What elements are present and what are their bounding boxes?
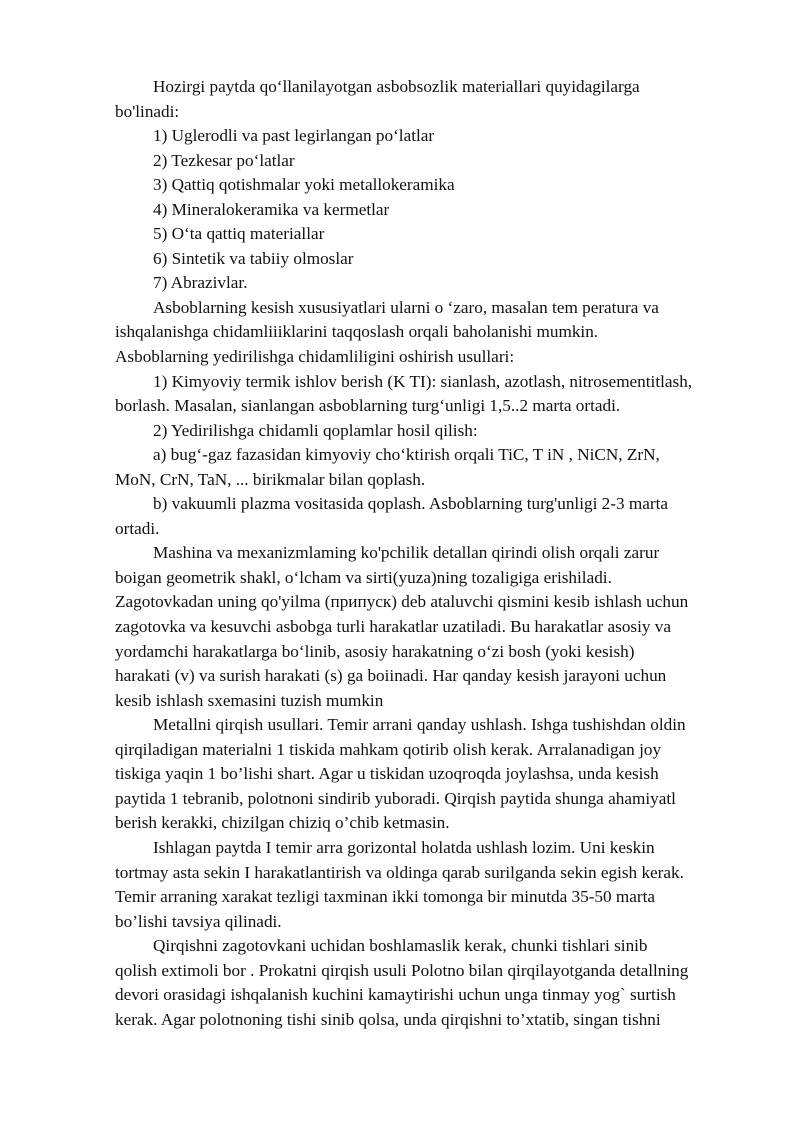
text-line: Metallni qirqish usullari. Temir arrani qanday ushlash. Ishga tushishdan oldin [153, 715, 686, 735]
text-line: ishqalanishga chidamliiiklarini taqqoslash orqali baholanishi mumkin. [115, 322, 599, 342]
text-line: Zagotovkadan uning qo'yilma (припуск) deb ataluvchi qismini kesib ishlash uchun [115, 592, 689, 612]
text-line: a) bug‘-gaz fazasidan kimyoviy cho‘ktirish orqali TiC, T iN , NiCN, ZrN, [153, 445, 660, 465]
text-line: 2) Yedirilishga chidamli qoplamlar hosil qilish: [153, 420, 478, 440]
text-line: borlash. Masalan, sianlangan asboblarning turg‘unligi 1,5..2 marta ortadi. [115, 396, 621, 416]
text-line: Asboblarning kesish xususiyatlari ularni o ‘zaro, masalan tem peratura va [153, 297, 659, 317]
text-line: Qirqishni zagotovkani uchidan boshlamaslik kerak, chunki tishlari sinib [153, 936, 648, 956]
text-line: Hozirgi paytda qo‘llanilayotgan asbobsozlik materiallari quyidagilarga [153, 77, 640, 96]
text-line: tiskiga yaqin 1 bo’lishi shart. Agar u tiskidan uzoqroqda joylashsa, unda kesish [115, 764, 659, 784]
text-line: 3) Qattiq qotishmalar yoki metallokeramika [153, 175, 455, 195]
text-line: Temir arraning xarakat tezligi taxminan ikki tomonga bir minutda 35-50 marta [115, 887, 656, 907]
text-line: ortadi. [115, 518, 160, 538]
text-line: bo'linadi: [115, 101, 180, 121]
text-line: paytida 1 tebranib, polotnoni sindirib yuboradi. Qirqish paytida shunga ahamiyatl [115, 788, 676, 808]
text-line: berish kerakki, chizilgan chiziq o’chib ketmasin. [115, 813, 450, 833]
text-line: Ishlagan paytda I temir arra gorizontal holatda ushlash lozim. Uni keskin [153, 837, 655, 857]
text-line: 7) Abrazivlar. [153, 273, 248, 293]
text-line: MoN, CrN, TaN, ... birikmalar bilan qoplash. [115, 469, 426, 489]
text-line: yordamchi harakatlarga bo‘linib, asosiy harakatning o‘zi bosh (yoki kesish) [115, 641, 635, 661]
text-line: 2) Tezkesar po‘latlar [153, 150, 295, 170]
text-line: bo’lishi tavsiya qilinadi. [115, 911, 282, 931]
text-line: kesib ishlash sxemasini tuzish mumkin [115, 690, 384, 710]
text-line: harakati (v) va surish harakati (s) ga boiinadi. Har qanday kesish jarayoni uchun [115, 666, 667, 686]
text-line: 5) O‘ta qattiq materiallar [153, 224, 325, 244]
text-line: qolish extimoli bor . Prokatni qirqish usuli Polotno bilan qirqilayotganda detallning [115, 960, 689, 980]
text-line: qirqiladigan materialni 1 tiskida mahkam qotirib olish kerak. Arralanadigan joy [115, 739, 662, 759]
text-line: kerak. Agar polotnoning tishi sinib qolsa, unda qirqishni to’xtatib, singan tishni [115, 1009, 661, 1029]
text-line: 4) Mineralokeramika va kermetlar [153, 199, 390, 219]
text-line: Asboblarning yedirilishga chidamliligini oshirish usullari: [115, 347, 515, 367]
text-line: Mashina va mexanizmlaming ko'pchilik detallan qirindi olish orqali zarur [153, 543, 660, 563]
text-line: devori orasidagi ishqalanish kuchini kamaytirishi uchun unga tinmay yog` surtish [115, 985, 676, 1005]
text-line: 1) Uglerodli va past legirlangan po‘latlar [153, 126, 435, 146]
text-line: tortmay asta sekin I harakatlantirish va oldinga qarab surilganda sekin egish kerak. [115, 862, 684, 882]
text-line: boigan geometrik shakl, o‘lcham va sirti(yuza)ning tozaligiga erishiladi. [115, 567, 612, 587]
text-line: b) vakuumli plazma vositasida qoplash. Asboblarning turg'unligi 2-3 marta [153, 494, 668, 514]
text-line: zagotovka va kesuvchi asbobga turli harakatlar uzatiladi. Bu harakatlar asosiy va [115, 617, 672, 637]
document-body [115, 75, 729, 1032]
text-line: 6) Sintetik va tabiiy olmoslar [153, 248, 354, 268]
text-line: 1) Kimyoviy termik ishlov berish (K TI): sianlash, azotlash, nitrosementitlash, [153, 371, 693, 391]
